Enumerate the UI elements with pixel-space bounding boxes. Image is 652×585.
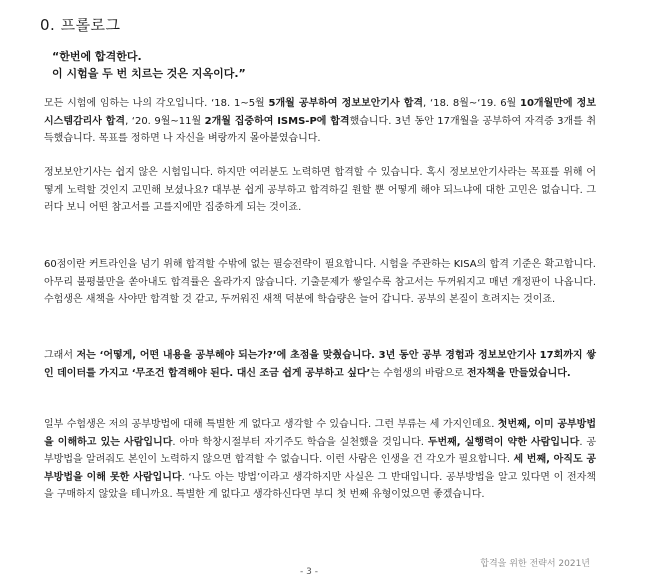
text-run: . 아마 학창시절부터 자기주도 학습을 실천했을 것입니다. (172, 436, 428, 448)
paragraph-2 (44, 164, 596, 217)
page-number: - 3 - (300, 567, 318, 577)
text-run: , ‘20. 9월~11월 (125, 115, 205, 127)
bold-text-run: 첫번째, 이미 공부방법을 이해하고 있는 사람입니다 (44, 419, 596, 448)
footer-text: 합격을 위한 전략서 2021년 (480, 559, 590, 569)
paragraph-3 (44, 256, 596, 309)
paragraph-5 (44, 416, 596, 504)
quote-line-1: “한번에 합격한다. (52, 50, 142, 63)
paragraph-4 (44, 347, 596, 382)
text-run: . ‘나도 아는 방법’이라고 생각하지만 사실은 그 반대입니다. 공부방법을 알고 있다면 이 전자책을 구매하지 않았을 테니까요. 특별한 게 없다고 생각하신다면 부디 첫 번째 유형이었으면 좋겠습니다. (44, 471, 596, 501)
text-run: 60점이란 커트라인을 넘기 위해 합격할 수밖에 없는 필승전략이 필요합니다. 시험을 주관하는 KISA의 합격 기준은 확고합니다. 아무리 불평불만을 쏟아내도 합격률은 올라가지 않습니다. 기출문제가 쌓일수록 참고서는 두꺼워지고 매년 개정판이 나옵니다. 수험생은 새책을 사야만 합격할 것 같고, 두꺼워진 새책 덕분에 학습량은 늘어 갑니다. 공부의 본질이 흐려지는 것이죠. (44, 259, 596, 306)
text-run: 정보보안기사는 쉽지 않은 시험입니다. 하지만 여러분도 노력하면 합격할 수 있습니다. 혹시 정보보안기사라는 목표를 위해 어떻게 노력할 것인지 고민해 보셨나요? 대부분 쉽게 공부하고 합격하길 원할 뿐 어떻게 해야 되느냐에 대한 고민은 없습니다. 그러다 보니 어떤 참고서를 고를지에만 집중하게 되는 것이죠. (44, 167, 596, 214)
bold-text-run: 두번째, 실행력이 약한 사람입니다 (427, 436, 580, 448)
epigraph-quote (52, 48, 246, 82)
text-run: 했습니다. 3년 동안 17개월을 공부하여 자격증 3개를 취득했습니다. 목표를 정하면 나 자신을 벼랑까지 몰아붙였습니다. (44, 115, 596, 145)
text-run: 는 수험생의 바람으로 (370, 367, 467, 379)
text-run: , ‘18. 8월~‘19. 6월 (423, 98, 521, 109)
chapter-title: 0. 프롤로그 (40, 16, 121, 34)
paragraph-1 (44, 95, 596, 148)
bold-text-run: 10개월만에 정보시스템감리사 합격 (44, 98, 596, 127)
bold-text-run: 5개월 공부하여 정보보안기사 합격 (268, 98, 424, 109)
bold-text-run: 2개월 집중하여 ISMS-P에 합격 (204, 115, 350, 127)
bold-text-run: 저는 ‘어떻게, 어떤 내용을 공부해야 되는가?’에 초점을 맞췄습니다. 3년 동안 공부 경험과 정보보안기사 17회까지 쌓인 데이터를 가지고 ‘무조건 합격해야 된다. 대신 조금 쉽게 공부하고 싶다’ (44, 350, 596, 379)
quote-line-2: 이 시험을 두 번 치르는 것은 지옥이다.” (52, 67, 246, 80)
bold-text-run: 세 번째, 아직도 공부방법을 이해 못한 사람입니다 (44, 454, 596, 483)
text-run: 모든 시험에 임하는 나의 각오입니다. ‘18. 1~5월 (44, 98, 269, 109)
bold-text-run: 전자책을 만들었습니다. (466, 367, 571, 379)
text-run: . 공부방법을 알려줘도 본인이 노력하지 않으면 합격할 수 없습니다. 이런 사람은 인생을 건 각오가 필요합니다. (44, 436, 596, 466)
text-run: 그래서 (44, 350, 77, 361)
text-run: 일부 수험생은 저의 공부방법에 대해 특별한 게 없다고 생각할 수 있습니다. 그런 부류는 세 가지인데요. (44, 419, 498, 430)
